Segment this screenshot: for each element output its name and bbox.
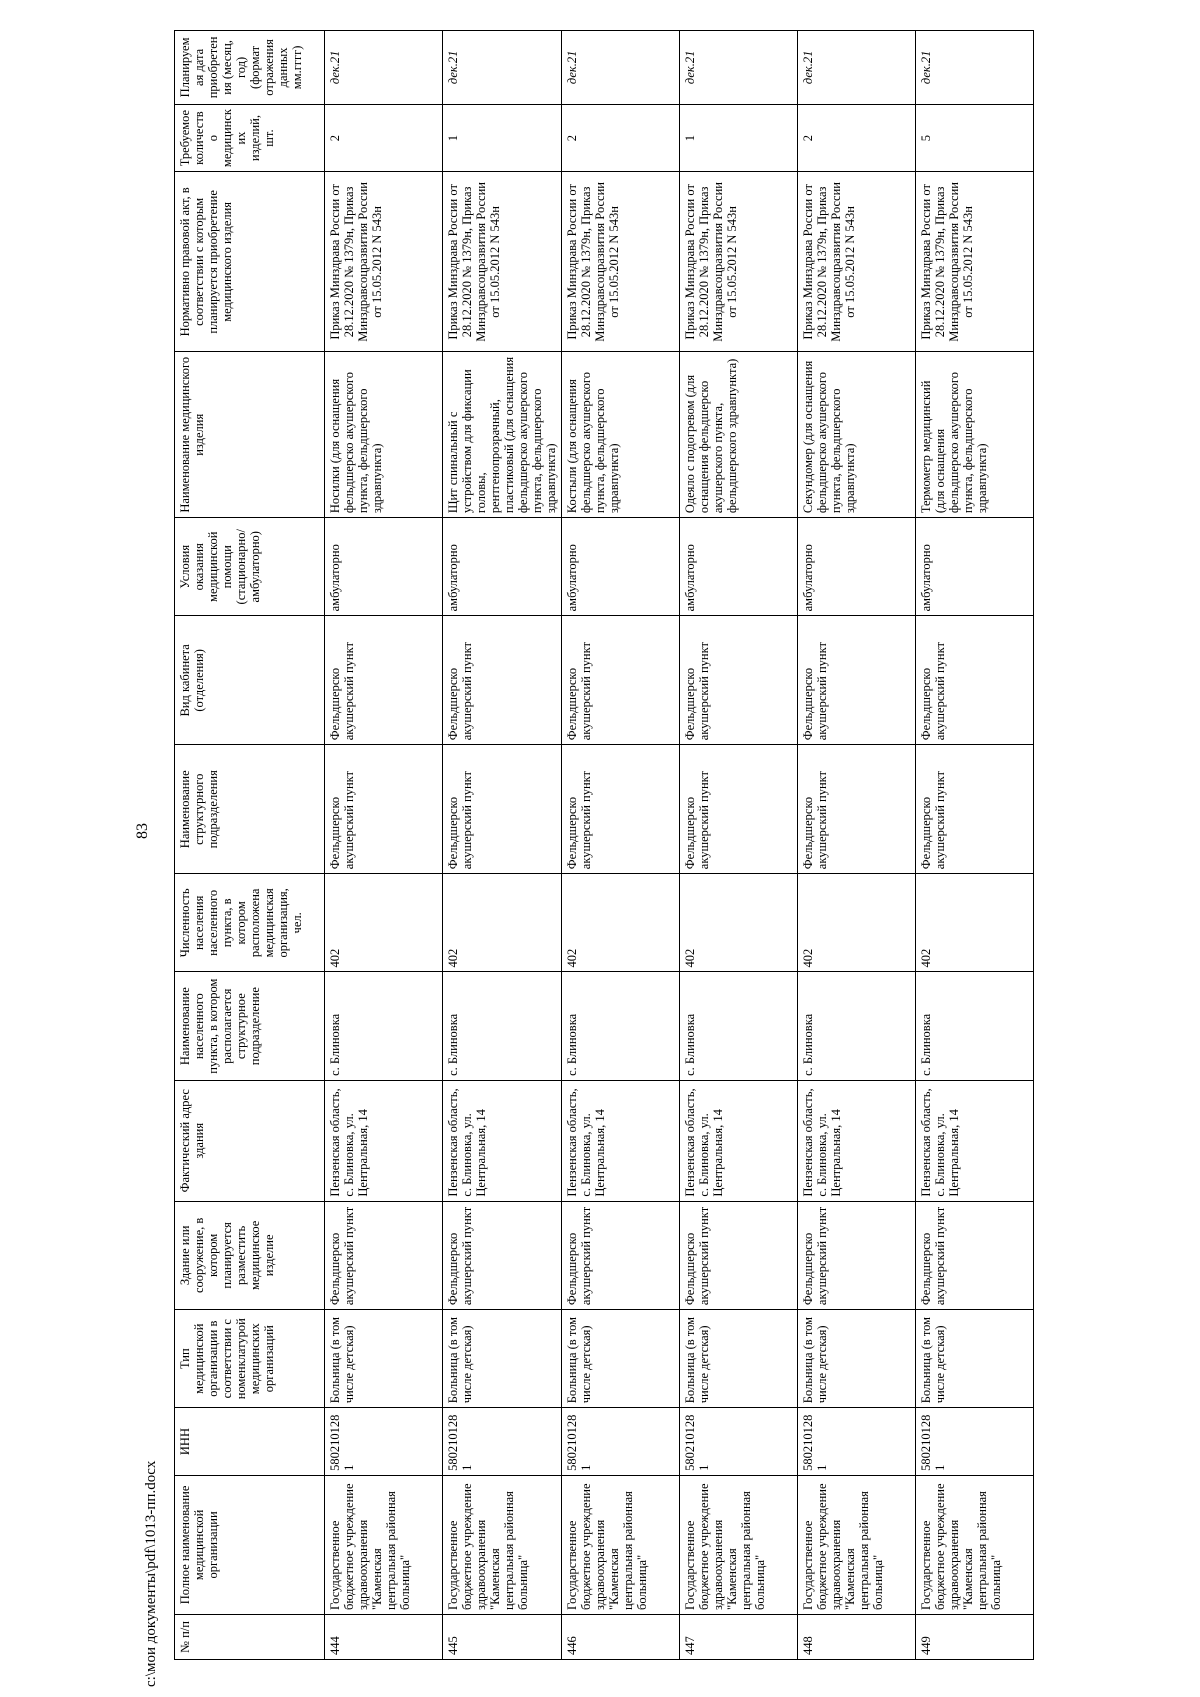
table-row	[916, 31, 1034, 1660]
cell-date: дек.21	[798, 31, 916, 105]
cell-address: Пензенская область, с. Блиновка, ул. Центральная, 14	[680, 1080, 798, 1201]
cell-locality: с. Блиновка	[798, 972, 916, 1080]
cell-conditions: амбулаторно	[680, 518, 798, 616]
cell-building: Фельдшерско акушерский пункт	[798, 1201, 916, 1309]
cell-inn: 5802101281	[443, 1408, 562, 1476]
cell-locality: с. Блиновка	[562, 972, 680, 1080]
cell-building: Фельдшерско акушерский пункт	[443, 1201, 562, 1309]
header-org: Полное наименование медицинской организации	[175, 1475, 325, 1614]
cell-qty: 2	[325, 104, 443, 172]
cell-building: Фельдшерско акушерский пункт	[916, 1201, 1034, 1309]
cell-date: дек.21	[325, 31, 443, 105]
cell-type: Больница (в том числе детская)	[680, 1310, 798, 1408]
cell-subdivision: Фельдшерско акушерский пункт	[798, 745, 916, 874]
cell-population: 402	[325, 874, 443, 972]
cell-conditions: амбулаторно	[325, 518, 443, 616]
cell-inn: 5802101281	[916, 1408, 1034, 1476]
cell-type: Больница (в том числе детская)	[916, 1310, 1034, 1408]
cell-building: Фельдшерско акушерский пункт	[562, 1201, 680, 1309]
cell-conditions: амбулаторно	[798, 518, 916, 616]
cell-population: 402	[798, 874, 916, 972]
cell-act: Приказ Минздрава России от 28.12.2020 № 1379н, Приказ Минздравсоцразвития России от 15.05.2012 N 543н	[798, 172, 916, 352]
cell-inn: 5802101281	[680, 1408, 798, 1476]
header-qty: Требуемое количество медицинских изделий, шт.	[175, 104, 325, 172]
table-row	[680, 31, 798, 1660]
cell-act: Приказ Минздрава России от 28.12.2020 № 1379н, Приказ Минздравсоцразвития России от 15.05.2012 N 543н	[680, 172, 798, 352]
header-locality: Наименование населенного пункта, в котором располагается структурное подразделение	[175, 972, 325, 1080]
cell-building: Фельдшерско акушерский пункт	[680, 1201, 798, 1309]
cell-building: Фельдшерско акушерский пункт	[325, 1201, 443, 1309]
header-population: Численность населения населенного пункта, в котором расположена медицинская организация, чел.	[175, 874, 325, 972]
cell-act: Приказ Минздрава России от 28.12.2020 № 1379н, Приказ Минздравсоцразвития России от 15.05.2012 N 543н	[325, 172, 443, 352]
header-num: № п/п	[175, 1614, 325, 1659]
cell-device: Секундомер (для оснащения фельдшерско акушерского пункта, фельдшерского здравпункта)	[798, 352, 916, 518]
cell-conditions: амбулаторно	[443, 518, 562, 616]
cell-org: Государственное бюджетное учреждение здравоохранения "Каменская центральная районная больница"	[916, 1475, 1034, 1614]
cell-date: дек.21	[562, 31, 680, 105]
cell-device: Щит спинальный с устройством для фиксации головы, рентгенопрозрачный, пластиковый (для оснащения фельдшерско акушерского пункта, фельдшерского здравпункта)	[443, 352, 562, 518]
cell-qty: 2	[562, 104, 680, 172]
cell-type: Больница (в том числе детская)	[443, 1310, 562, 1408]
cell-inn: 5802101281	[562, 1408, 680, 1476]
cell-cabinet: Фельдшерско акушерский пункт	[443, 616, 562, 745]
cell-act: Приказ Минздрава России от 28.12.2020 № 1379н, Приказ Минздравсоцразвития России от 15.05.2012 N 543н	[562, 172, 680, 352]
table-row	[798, 31, 916, 1660]
header-building: Здание или сооружение, в котором планируется разместить медицинское изделие	[175, 1201, 325, 1309]
cell-type: Больница (в том числе детская)	[798, 1310, 916, 1408]
cell-num: 448	[798, 1614, 916, 1659]
cell-num: 445	[443, 1614, 562, 1659]
footer-file-path: c:\мои документы\pdf\1013-пп.docx	[143, 1460, 159, 1687]
cell-subdivision: Фельдшерско акушерский пункт	[680, 745, 798, 874]
cell-subdivision: Фельдшерско акушерский пункт	[562, 745, 680, 874]
cell-address: Пензенская область, с. Блиновка, ул. Центральная, 14	[562, 1080, 680, 1201]
rotated-table-container	[174, 30, 1032, 1660]
cell-address: Пензенская область, с. Блиновка, ул. Центральная, 14	[798, 1080, 916, 1201]
header-subdivision: Наименование структурного подразделения	[175, 745, 325, 874]
cell-qty: 1	[680, 104, 798, 172]
table-row	[325, 31, 443, 1660]
cell-act: Приказ Минздрава России от 28.12.2020 № 1379н, Приказ Минздравсоцразвития России от 15.05.2012 N 543н	[443, 172, 562, 352]
cell-qty: 2	[798, 104, 916, 172]
cell-cabinet: Фельдшерско акушерский пункт	[916, 616, 1034, 745]
cell-num: 444	[325, 1614, 443, 1659]
cell-locality: с. Блиновка	[680, 972, 798, 1080]
cell-subdivision: Фельдшерско акушерский пункт	[443, 745, 562, 874]
header-device: Наименование медицинского изделия	[175, 352, 325, 518]
cell-population: 402	[562, 874, 680, 972]
header-type: Тип медицинской организации в соответствии с номенклатурой медицинских организаций	[175, 1310, 325, 1408]
cell-locality: с. Блиновка	[443, 972, 562, 1080]
cell-org: Государственное бюджетное учреждение здравоохранения "Каменская центральная районная больница"	[798, 1475, 916, 1614]
cell-address: Пензенская область, с. Блиновка, ул. Центральная, 14	[443, 1080, 562, 1201]
cell-population: 402	[916, 874, 1034, 972]
cell-act: Приказ Минздрава России от 28.12.2020 № 1379н, Приказ Минздравсоцразвития России от 15.05.2012 N 543н	[916, 172, 1034, 352]
table-row	[443, 31, 562, 1660]
header-inn: ИНН	[175, 1408, 325, 1476]
cell-population: 402	[443, 874, 562, 972]
cell-locality: с. Блиновка	[325, 972, 443, 1080]
cell-subdivision: Фельдшерско акушерский пункт	[325, 745, 443, 874]
header-conditions: Условия оказания медицинской помощи (стационарно/ амбулаторно)	[175, 518, 325, 616]
cell-population: 402	[680, 874, 798, 972]
cell-cabinet: Фельдшерско акушерский пункт	[562, 616, 680, 745]
header-address: Фактический адрес здания	[175, 1080, 325, 1201]
cell-org: Государственное бюджетное учреждение здравоохранения "Каменская центральная районная больница"	[325, 1475, 443, 1614]
cell-type: Больница (в том числе детская)	[562, 1310, 680, 1408]
cell-subdivision: Фельдшерско акушерский пункт	[916, 745, 1034, 874]
cell-date: дек.21	[680, 31, 798, 105]
cell-org: Государственное бюджетное учреждение здравоохранения "Каменская центральная районная больница"	[443, 1475, 562, 1614]
header-date: Планируемая дата приобретения (месяц, год) (формат отражения данных мм.гггг)	[175, 31, 325, 105]
page-number: 83	[134, 823, 151, 839]
cell-type: Больница (в том числе детская)	[325, 1310, 443, 1408]
cell-cabinet: Фельдшерско акушерский пункт	[680, 616, 798, 745]
cell-cabinet: Фельдшерско акушерский пункт	[325, 616, 443, 745]
cell-conditions: амбулаторно	[562, 518, 680, 616]
cell-org: Государственное бюджетное учреждение здравоохранения "Каменская центральная районная больница"	[680, 1475, 798, 1614]
cell-date: дек.21	[443, 31, 562, 105]
cell-date: дек.21	[916, 31, 1034, 105]
cell-address: Пензенская область, с. Блиновка, ул. Центральная, 14	[325, 1080, 443, 1201]
equipment-table	[174, 30, 1034, 1660]
cell-num: 449	[916, 1614, 1034, 1659]
cell-device: Костыли (для оснащения фельдшерско акушерского пункта, фельдшерского здравпункта)	[562, 352, 680, 518]
cell-device: Носилки (для оснащения фельдшерско акушерского пункта, фельдшерского здравпункта)	[325, 352, 443, 518]
cell-qty: 5	[916, 104, 1034, 172]
cell-inn: 5802101281	[325, 1408, 443, 1476]
cell-conditions: амбулаторно	[916, 518, 1034, 616]
cell-device: Термометр медицинский (для оснащения фельдшерско акушерского пункта, фельдшерского здравпункта)	[916, 352, 1034, 518]
cell-device: Одеяло с подогревом (для оснащения фельдшерско акушерского пункта, фельдшерского здравпункта)	[680, 352, 798, 518]
cell-inn: 5802101281	[798, 1408, 916, 1476]
table-header-row	[175, 31, 325, 1660]
cell-num: 447	[680, 1614, 798, 1659]
cell-num: 446	[562, 1614, 680, 1659]
table-row	[562, 31, 680, 1660]
header-cabinet: Вид кабинета (отделения)	[175, 616, 325, 745]
header-act: Нормативно правовой акт, в соответствии с которым планируется приобретение медицинского изделия	[175, 172, 325, 352]
cell-qty: 1	[443, 104, 562, 172]
cell-address: Пензенская область, с. Блиновка, ул. Центральная, 14	[916, 1080, 1034, 1201]
cell-cabinet: Фельдшерско акушерский пункт	[798, 616, 916, 745]
cell-locality: с. Блиновка	[916, 972, 1034, 1080]
cell-org: Государственное бюджетное учреждение здравоохранения "Каменская центральная районная больница"	[562, 1475, 680, 1614]
